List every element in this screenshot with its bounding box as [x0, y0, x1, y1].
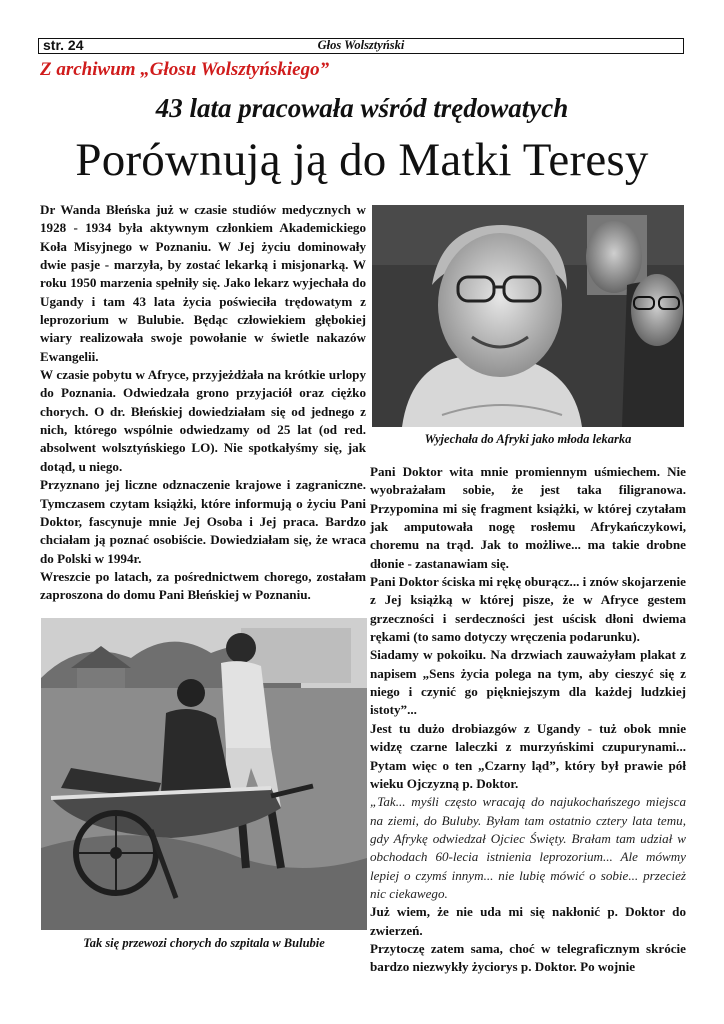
article-headline: 43 lata pracowała wśród trędowatych — [155, 93, 569, 123]
page-header — [38, 38, 684, 54]
section-label: Z archiwum „Głosu Wolsztyńskiego” — [40, 59, 330, 80]
paragraph: Już wiem, że nie uda mi się nakłonić p. Doktor do zwierzeń. — [370, 904, 686, 938]
right-text-column — [370, 463, 686, 977]
left-text-column — [40, 201, 366, 605]
paragraph: Dr Wanda Błeńska już w czasie studiów medycznych w 1928 - 1934 była aktywnym członkiem Akademickiego Koła Misyjnego w Poznaniu. W Jej życiu dominowały dwie pasje - marzyła, by zostać lekarką i misjonarką. W roku 1950 marzenia spełniły się. Jako lekarz wyjechała do Ugandy i tam 43 lata życia poświeciła trędowatym z leprozorium w Bulubie. Będąc człowiekiem głębokiej wiary realizowała swoje powołanie w świetle nakazów Ewangelii. — [40, 202, 366, 364]
portrait-caption: Wyjechała do Afryki jako młoda lekarka — [424, 432, 632, 446]
wheelbarrow-caption: Tak się przewozi chorych do szpitala w Bulubie — [83, 936, 325, 950]
wheelbarrow-photo — [41, 618, 367, 930]
article-title: Porównują ją do Matki Teresy — [75, 134, 649, 186]
page-number: str. 24 — [43, 37, 84, 53]
quote-paragraph: „Tak... myśli często wracają do najukochańszego miejsca na ziemi, do Buluby. Byłam tam ostatnio cztery lata temu, gdy Afrykę odwiedzał Ojciec Święty. Brałam tam udział w obchodach 60-lecia istnienia leprozorium... Ale mówmy lepiej o czymś innym... nie lubię mówić o sobie... przecież nic ciekawego. — [370, 794, 686, 901]
publication-name: Głos Wolsztyński — [317, 38, 405, 52]
paragraph: Siadamy w pokoiku. Na drzwiach zauważyłam plakat z napisem „Sens życia polega na tym, aby cieszyć się z niego i czynić go piękniejszym dla każdej ludzkiej istoty”... — [370, 647, 686, 718]
paragraph: Wreszcie po latach, za pośrednictwem chorego, zostałam zaproszona do domu Pani Błeńskiej w Poznaniu. — [40, 568, 366, 603]
portrait-photo — [372, 205, 684, 427]
paragraph: Jest tu dużo drobiazgów z Ugandy - tuż obok mnie widzę czarne laleczki z murzyńskimi czupurynami... Pytam więc o ten „Czarny ląd”, który był prawie pół wieku Ojczyzną p. Doktor. — [370, 720, 686, 791]
paragraph: Pani Doktor ściska mi rękę oburącz... i znów skojarzenie z Jej książką w której pisze, że w Afryce gestem grzeczności i serdeczności jest uścisk dłoni dwiema rękami (to samo dotyczy wręczenia podarunku). — [370, 574, 686, 645]
paragraph: Przytoczę zatem sama, choć w telegraficznym skrócie bardzo niezwykły życiorys p. Doktor. Po wojnie — [370, 940, 686, 975]
paragraph: W czasie pobytu w Afryce, przyjeżdżała na krótkie urlopy do Poznania. Odwiedzała grono przyjaciół oraz ciężko chorych. O dr. Błeńskiej dowiedziałam się od jednego z nich, którego wspólnie odwiedzamy od 25 lat (od red. absolwent wolsztyńskiego LO). Nie spotkałyśmy się, jak dotąd, u niego. — [40, 367, 366, 474]
paragraph: Przyznano jej liczne odznaczenie krajowe i zagraniczne. Tymczasem czytam książki, które informują o życiu Pani Doktor, fascynuje mnie Jej Osoba i Jej praca. Bardzo chciałam ją poznać osobiście. Dowiedziałam się, że wraca do Polski w 1994r. — [40, 477, 366, 566]
paragraph: Pani Doktor wita mnie promiennym uśmiechem. Nie wyobrażałam sobie, że jest taka filigranowa. Przypomina mi się fragment książki, w której czytałam jak amputowała nogę rosłemu Afrykańczykowi, choremu na trąd. Jak to możliwe... ma takie drobne dłonie - zastanawiam się. — [370, 464, 686, 571]
